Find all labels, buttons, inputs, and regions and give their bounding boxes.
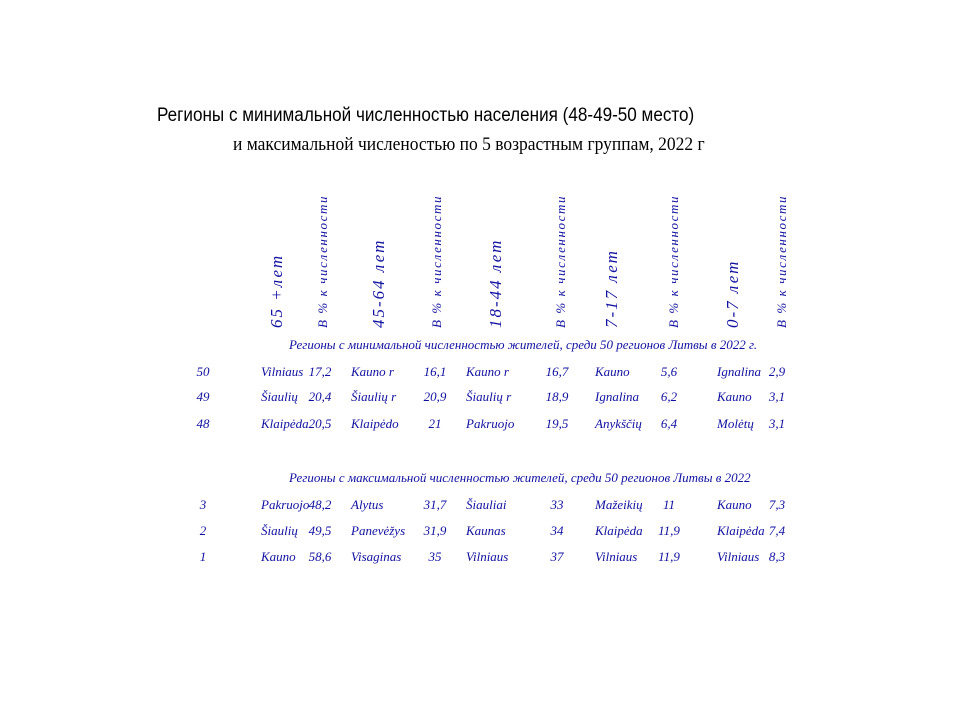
value-cell: 31,7: [423, 497, 447, 512]
header-age-7-17: 7-17 лет: [602, 249, 621, 328]
region-cell: Mažeikių: [595, 497, 643, 512]
region-cell: Panevėžys: [351, 523, 406, 538]
value-cell: 11,9: [658, 549, 680, 564]
region-cell: Alytus: [351, 497, 384, 512]
region-cell: Molėtų: [717, 416, 754, 431]
region-cell: Šiaulių r: [466, 389, 512, 404]
header-pct-45-64: В % к численности: [429, 194, 444, 328]
value-cell: 58,6: [308, 549, 332, 564]
page-subtitle: и максимальной численостью по 5 возрастным группам, 2022 г: [233, 134, 705, 155]
region-cell: Kauno: [595, 364, 630, 379]
region-cell: Šiaulių r: [351, 389, 397, 404]
value-cell: 19,5: [545, 416, 569, 431]
rank-cell: 50: [196, 364, 210, 379]
region-cell: Ignalina: [595, 389, 640, 404]
value-cell: 11,9: [658, 523, 680, 538]
value-cell: 6,2: [660, 389, 678, 404]
rank-cell: 49: [196, 389, 210, 404]
region-cell: Anykščių: [595, 416, 642, 431]
region-cell: Šiaulių: [261, 389, 298, 404]
header-age-65plus: 65 +лет: [267, 253, 286, 328]
header-age-18-44: 18-44 лет: [486, 238, 505, 328]
header-age-45-64: 45-64 лет: [369, 238, 388, 328]
value-cell: 3,1: [768, 389, 786, 404]
value-cell: 48,2: [308, 497, 332, 512]
value-cell: 21: [428, 416, 442, 431]
value-cell: 20,9: [423, 389, 447, 404]
region-cell: Klaipėda: [717, 523, 765, 538]
region-cell: Klaipėdo: [351, 416, 399, 431]
region-cell: Kauno: [717, 389, 752, 404]
min-section-label: Регионы с минимальной численностью жителей, среди 50 регионов Литвы в 2022 г.: [289, 337, 758, 352]
region-cell: Šiaulių: [261, 523, 298, 538]
region-cell: Vilniaus: [595, 549, 638, 564]
header-age-0-7: 0-7 лет: [723, 259, 742, 328]
region-cell: Šiauliai: [466, 497, 507, 512]
value-cell: 8,3: [768, 549, 786, 564]
value-cell: 3,1: [768, 416, 786, 431]
region-cell: Visaginas: [351, 549, 402, 564]
region-cell: Vilniaus: [466, 549, 509, 564]
region-cell: Kauno: [717, 497, 752, 512]
value-cell: 11: [662, 497, 676, 512]
region-cell: Pakruojo: [466, 416, 515, 431]
region-cell: Vilniaus: [261, 364, 304, 379]
value-cell: 7,4: [768, 523, 786, 538]
rank-cell: 3: [199, 497, 207, 512]
header-pct-65plus: В % к численности: [315, 194, 330, 328]
header-pct-7-17: В % к численности: [666, 194, 681, 328]
max-section-label: Регионы с максимальной численностью жителей, среди 50 регионов Литвы в 2022: [289, 470, 751, 485]
header-pct-18-44: В % к численности: [553, 194, 568, 328]
region-cell: Klaipėda: [595, 523, 643, 538]
value-cell: 20,5: [308, 416, 332, 431]
region-cell: Kaunas: [466, 523, 506, 538]
region-cell: Kauno r: [351, 364, 394, 379]
value-cell: 16,7: [545, 364, 569, 379]
value-cell: 5,6: [660, 364, 678, 379]
region-cell: Pakruojo: [261, 497, 310, 512]
region-cell: Vilniaus: [717, 549, 760, 564]
rank-cell: 2: [199, 523, 207, 538]
rank-cell: 1: [199, 549, 207, 564]
value-cell: 20,4: [308, 389, 332, 404]
region-cell: Kauno: [261, 549, 296, 564]
value-cell: 16,1: [423, 364, 447, 379]
value-cell: 33: [550, 497, 564, 512]
value-cell: 2,9: [768, 364, 786, 379]
value-cell: 18,9: [545, 389, 569, 404]
value-cell: 6,4: [660, 416, 678, 431]
header-pct-0-7: В % к численности: [774, 194, 789, 328]
value-cell: 37: [550, 549, 564, 564]
value-cell: 35: [428, 549, 442, 564]
region-cell: Klaipėda: [261, 416, 309, 431]
value-cell: 49,5: [308, 523, 332, 538]
value-cell: 7,3: [768, 497, 786, 512]
rank-cell: 48: [196, 416, 210, 431]
region-cell: Ignalina: [717, 364, 762, 379]
value-cell: 34: [550, 523, 564, 538]
region-cell: Kauno r: [466, 364, 509, 379]
page-title: Регионы с минимальной численностью населения (48-49-50 место): [157, 105, 695, 126]
value-cell: 31,9: [423, 523, 447, 538]
value-cell: 17,2: [308, 364, 332, 379]
